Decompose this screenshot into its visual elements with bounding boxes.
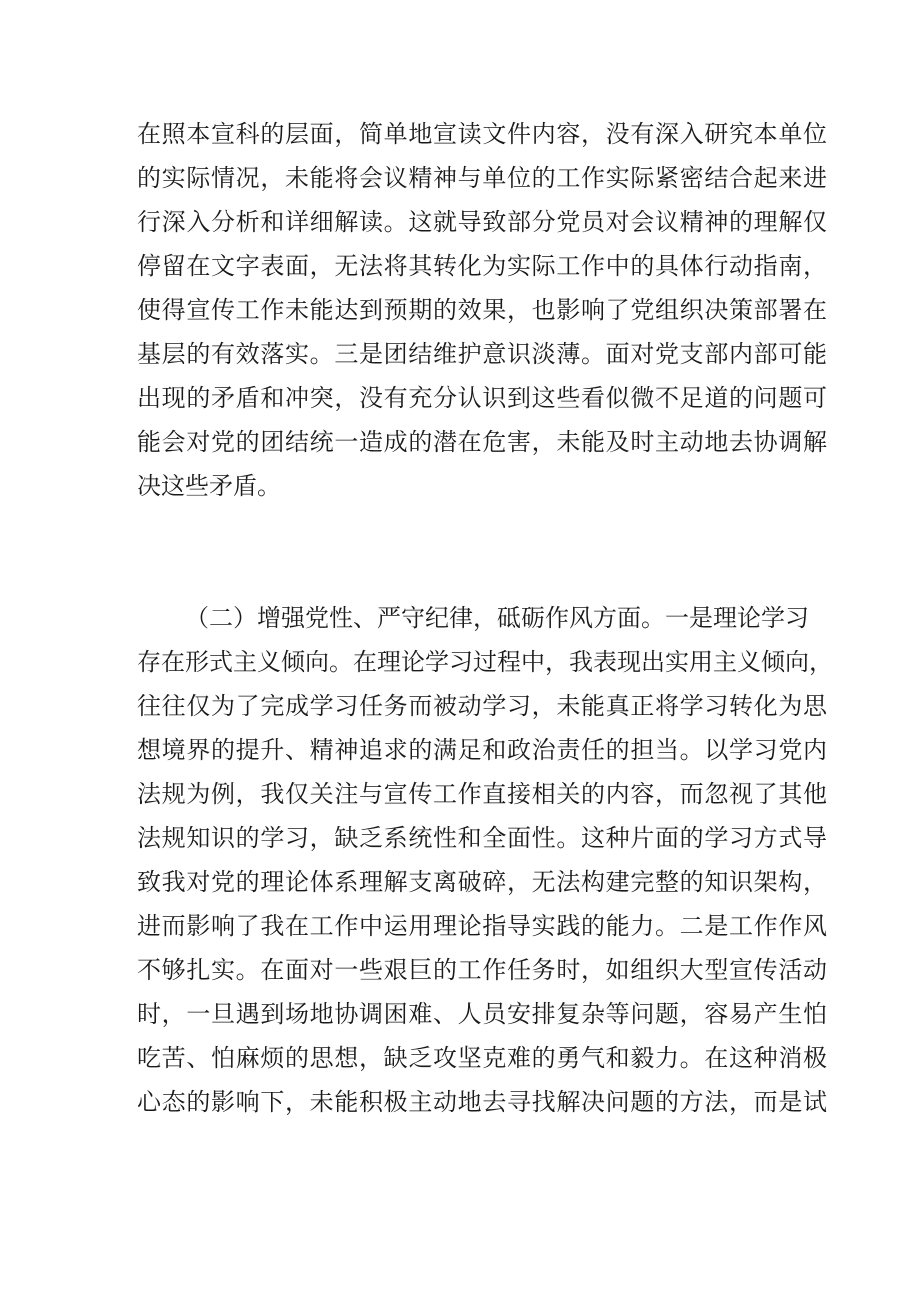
text-line: 法规知识的学习，缺乏系统性和全面性。这种片面的学习方式导 xyxy=(137,824,827,852)
text-line: 能会对党的团结统一造成的潜在危害，未能及时主动地去协调解 xyxy=(137,428,827,456)
text-line: 基层的有效落实。三是团结维护意识淡薄。面对党支部内部可能 xyxy=(137,340,827,368)
text-line: 心态的影响下，未能积极主动地去寻找解决问题的方法，而是试 xyxy=(137,1088,827,1116)
text-line: 不够扎实。在面对一些艰巨的工作任务时，如组织大型宣传活动 xyxy=(137,956,827,984)
text-line: 吃苦、怕麻烦的思想，缺乏攻坚克难的勇气和毅力。在这种消极 xyxy=(137,1044,827,1072)
text-line: 决这些矛盾。 xyxy=(137,472,281,500)
text-line: 致我对党的理论体系理解支离破碎，无法构建完整的知识架构， xyxy=(137,868,827,896)
text-line: 出现的矛盾和冲突，没有充分认识到这些看似微不足道的问题可 xyxy=(137,384,827,412)
text-line: 进而影响了我在工作中运用理论指导实践的能力。二是工作作风 xyxy=(137,912,827,940)
text-line: （二）增强党性、严守纪律，砥砺作风方面。一是理论学习 xyxy=(185,604,809,632)
text-line: 在照本宣科的层面，简单地宣读文件内容，没有深入研究本单位 xyxy=(137,120,827,148)
text-line: 时，一旦遇到场地协调困难、人员安排复杂等问题，容易产生怕 xyxy=(137,1000,827,1028)
text-line: 法规为例，我仅关注与宣传工作直接相关的内容，而忽视了其他 xyxy=(137,780,827,808)
text-line: 的实际情况，未能将会议精神与单位的工作实际紧密结合起来进 xyxy=(137,164,827,192)
text-line: 停留在文字表面，无法将其转化为实际工作中的具体行动指南， xyxy=(137,252,827,280)
text-line: 行深入分析和详细解读。这就导致部分党员对会议精神的理解仅 xyxy=(137,208,827,236)
text-line: 想境界的提升、精神追求的满足和政治责任的担当。以学习党内 xyxy=(137,736,827,764)
text-line: 存在形式主义倾向。在理论学习过程中，我表现出实用主义倾向， xyxy=(137,648,833,676)
text-line: 使得宣传工作未能达到预期的效果，也影响了党组织决策部署在 xyxy=(137,296,827,324)
text-line: 往往仅为了完成学习任务而被动学习，未能真正将学习转化为思 xyxy=(137,692,827,720)
